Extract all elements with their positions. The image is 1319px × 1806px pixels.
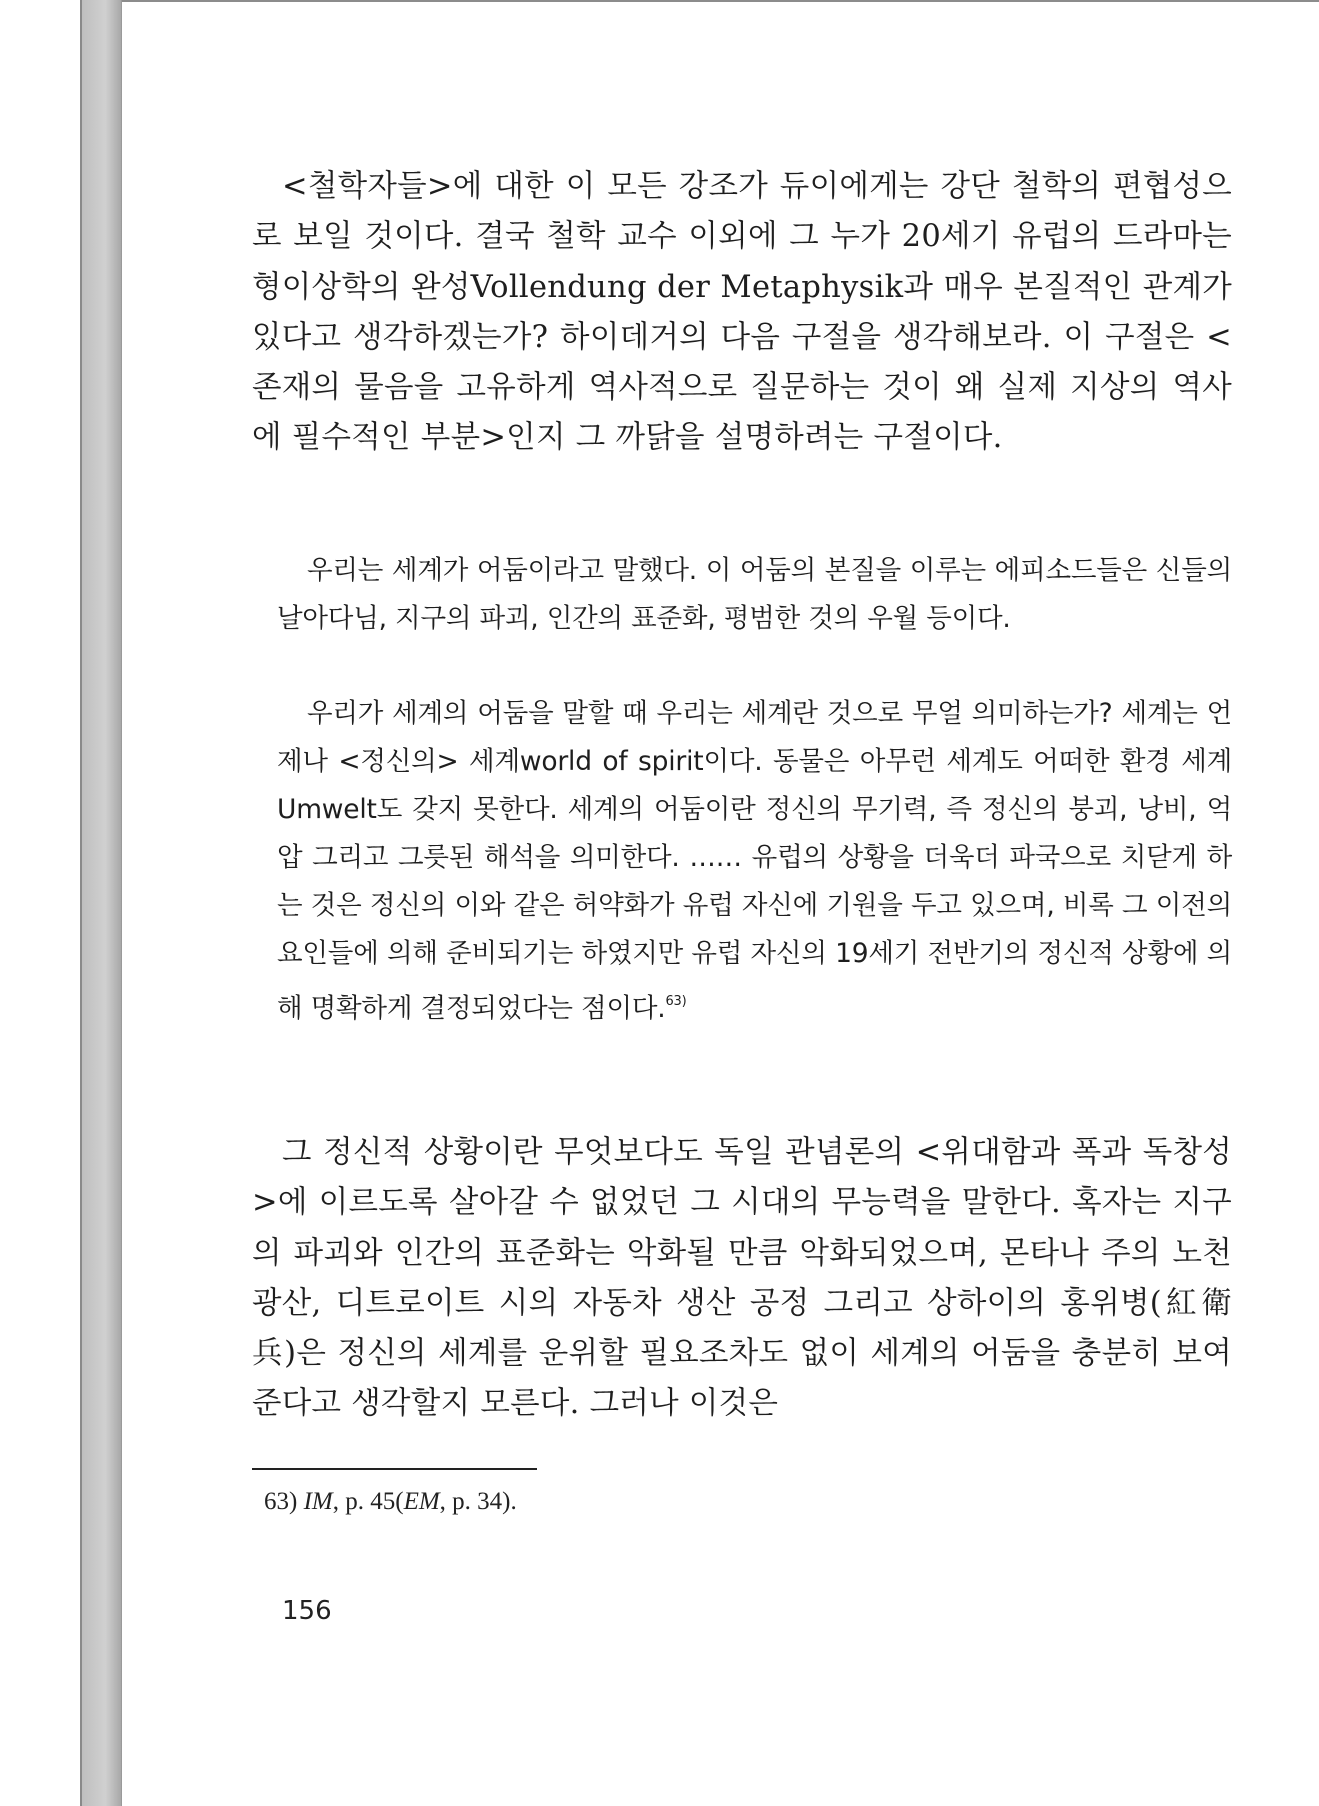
book-page xyxy=(122,0,1319,1806)
footnote-number: 63) xyxy=(264,1488,304,1515)
footnote-page: , p. 45( xyxy=(332,1488,404,1515)
footnote-ref-em: EM xyxy=(403,1488,440,1515)
block-quote-1: 우리는 세계가 어둠이라고 말했다. 이 어둠의 본질을 이루는 에피소드들은 신들의 날아다님, 지구의 파괴, 인간의 표준화, 평범한 것의 우월 등이다. xyxy=(277,555,1232,634)
footnote-reference[interactable]: 63) xyxy=(665,994,687,1009)
body-paragraph-1: <철학자들>에 대한 이 모든 강조가 듀이에게는 강단 철학의 편협성으로 보일 것이다. 결국 철학 교수 이외에 그 누가 20세기 유럽의 드라마는 형이상학의 완성Vollendung der Metaphysik과 매우 본질적인 관계가 있다고 생각하겠는가? 하이데거의 다음 구절을 생각해보라. 이 구절은 <존재의 물음을 고유하게 역사적으로 질문하는 것이 왜 실제 지상의 역사에 필수적인 부분>인지 그 까닭을 설명하려는 구절이다. xyxy=(252,169,1232,456)
block-quote-2 xyxy=(277,690,1232,1033)
footnote-tail: , p. 34). xyxy=(439,1488,517,1515)
footnote xyxy=(264,1488,517,1516)
body-paragraph-2: 그 정신적 상황이란 무엇보다도 독일 관념론의 <위대함과 폭과 독창성>에 이르도록 살아갈 수 없었던 그 시대의 무능력을 말한다. 혹자는 지구의 파괴와 인간의 표준화는 악화될 만큼 악화되었으며, 몬타나 주의 노천 광산, 디트로이트 시의 자동차 생산 공정 그리고 상하이의 홍위병(紅衛兵)은 정신의 세계를 운위할 필요조차도 없이 세계의 어둠을 충분히 보여준다고 생각할지 모른다. 그러나 이것은 xyxy=(252,1135,1232,1422)
page-number: 156 xyxy=(282,1596,332,1626)
block-quote-2-text: 우리가 세계의 어둠을 말할 때 우리는 세계란 것으로 무얼 의미하는가? 세계는 언제나 <정신의> 세계world of spirit이다. 동물은 아무런 세계도 어떠한 환경 세계Umwelt도 갖지 못한다. 세계의 어둠이란 정신의 무기력, 즉 정신의 붕괴, 낭비, 억압 그리고 그릇된 해석을 의미한다. …… 유럽의 상황을 더욱더 파국으로 치닫게 하는 것은 정신의 이와 같은 허약화가 유럽 자신에 기원을 두고 있으며, 비록 그 이전의 요인들에 의해 준비되기는 하였지만 유럽 자신의 19세기 전반기의 정신적 상황에 의해 명확하게 결정되었다는 점이다. xyxy=(277,698,1232,1024)
footnote-divider xyxy=(252,1468,537,1470)
book-spine xyxy=(80,0,122,1806)
footnote-ref-im: IM xyxy=(303,1488,333,1515)
